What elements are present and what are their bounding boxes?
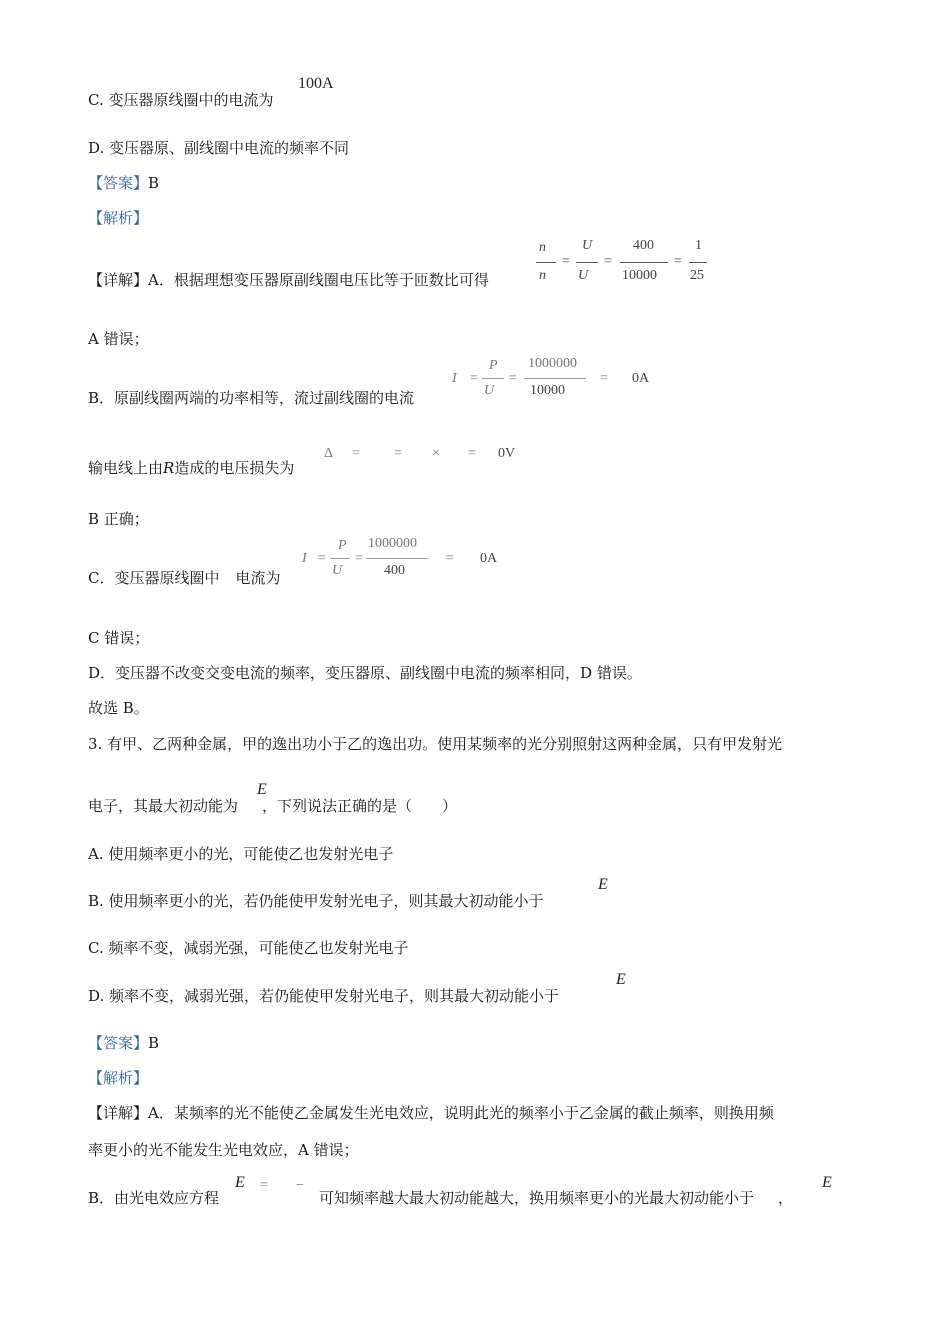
prev-option-d: D. 变压器原、副线圈中电流的频率不同: [88, 139, 350, 157]
analysis-2-tag: 【解析】: [88, 1069, 149, 1087]
i2-den: 10000: [530, 383, 565, 398]
i2-res: 0A: [632, 371, 650, 386]
q3-stem-line1: 3. 有甲、乙两种金属，甲的逸出功小于乙的逸出功。使用某频率的光分别照射这两种金属，只有甲发射光: [88, 735, 783, 753]
q3-stem-text-b: ，下列说法正确的是（ ）: [262, 797, 458, 815]
detail-2-b-ek: E: [822, 1174, 832, 1191]
c-text: [88, 567, 281, 588]
i1-sym: I: [302, 551, 307, 566]
ratio-bar-2: [576, 262, 598, 263]
ratio-eq-2: =: [604, 254, 612, 269]
choose-b: 故选 B。: [88, 699, 149, 717]
b-right: B 正确；: [88, 510, 149, 528]
loss-text-pre: 输电线上由: [88, 459, 164, 477]
q3-option-b: B. 使用频率更小的光，若仍能使甲发射光电子，则其最大初动能小于: [88, 892, 544, 910]
analysis-1: [88, 207, 148, 228]
detail-2-b-a: B．由光电效应方程: [88, 1189, 220, 1207]
loss-text: [88, 457, 294, 478]
loss-text-r: R: [163, 459, 175, 477]
du-times: ×: [432, 446, 440, 461]
du-eq: =: [352, 446, 360, 461]
b-text: B．原副线圈两端的功率相等，流过副线圈的电流: [88, 389, 415, 407]
ratio-bar-3: [620, 262, 668, 263]
i1-num: 1000000: [368, 536, 417, 551]
d-text: D．变压器不改变交变电流的频率，变压器原、副线圈中电流的频率相同，D 错误。: [88, 664, 642, 682]
detail-2-b-b: 可知频率越大最大初动能越大，换用频率更小的光最大初动能小于: [319, 1189, 755, 1207]
i2-eq3: =: [600, 371, 608, 386]
ek-eq-sym: E: [235, 1174, 245, 1191]
i2-num: 1000000: [528, 356, 577, 371]
loss-text-post: 造成的电压损失为: [174, 459, 295, 477]
i1-res: 0A: [480, 551, 498, 566]
du-eq2: =: [394, 446, 402, 461]
i1-eq: =: [318, 551, 326, 566]
detail-2-line2: 率更小的光不能发生光电效应，A 错误；: [88, 1141, 359, 1159]
i1-p: P: [338, 538, 347, 553]
ratio-400: 400: [633, 238, 654, 253]
c-wrong: C 错误；: [88, 629, 150, 647]
detail-2-text-1: A．某频率的光不能使乙金属发生光电效应，说明此光的频率小于乙金属的截止频率，则换用频: [148, 1104, 774, 1122]
ratio-n2: n: [539, 268, 546, 283]
du-delta: Δ: [324, 446, 334, 461]
i2-eq: =: [470, 371, 478, 386]
ratio-1: 1: [695, 238, 702, 253]
answer-1: [88, 172, 159, 193]
detail-2-tag: 【详解】: [88, 1104, 149, 1122]
ratio-bar-1: [536, 262, 556, 263]
q3-stem-text-a: 电子，其最大初动能为: [88, 797, 239, 815]
answer-1-value: B: [148, 174, 160, 192]
answer-2-tag: 【答案】: [88, 1034, 149, 1052]
q3-ek: E: [257, 781, 267, 798]
ek-eq-eq: =: [260, 1178, 268, 1193]
detail-2-b: [88, 1187, 793, 1208]
prev-option-c-text: C. 变压器原线圈中的电流为: [88, 91, 274, 109]
du-eq3: =: [468, 446, 476, 461]
q3-option-d-ek: E: [616, 971, 626, 988]
i1-bar-2: [366, 558, 428, 559]
ratio-bar-4: [689, 262, 707, 263]
q3-stem-line2: [88, 795, 457, 816]
q3-option-a: A. 使用频率更小的光，可能使乙也发射光电子: [88, 845, 394, 863]
i2-eq2: =: [509, 371, 517, 386]
du-res: 0V: [498, 446, 516, 461]
prev-option-c-value: 100A: [298, 75, 334, 92]
ratio-n1: n: [539, 240, 546, 255]
ratio-eq-3: =: [674, 254, 682, 269]
detail-2-b-c: ，: [778, 1189, 794, 1207]
q3-option-d: D. 频率不变，减弱光强，若仍能使甲发射光电子，则其最大初动能小于: [88, 987, 560, 1005]
detail-2-line1: [88, 1102, 774, 1123]
i2-sym: I: [452, 371, 457, 386]
ratio-25: 25: [690, 268, 704, 283]
c-text-a: C．变压器原线圈中: [88, 569, 220, 587]
answer-1-tag: 【答案】: [88, 174, 149, 192]
detail-1-tag: 【详解】: [88, 271, 149, 289]
q3-option-c: C. 频率不变，减弱光强，可能使乙也发射光电子: [88, 939, 409, 957]
analysis-2: [88, 1067, 148, 1088]
i1-bar-1: [330, 558, 350, 559]
answer-2: [88, 1032, 159, 1053]
i2-bar-1: [482, 378, 504, 379]
ek-eq-minus: −: [296, 1178, 304, 1193]
ratio-u1: U: [582, 238, 593, 253]
detail-1-text: A．根据理想变压器原副线圈电压比等于匝数比可得: [148, 271, 489, 289]
i2-p: P: [489, 358, 498, 373]
a-wrong: A 错误；: [88, 330, 149, 348]
ratio-eq-1: =: [562, 254, 570, 269]
analysis-1-tag: 【解析】: [88, 209, 149, 227]
i1-eq2: =: [355, 551, 363, 566]
detail-1-a: [88, 269, 489, 290]
i2-u: U: [484, 383, 495, 398]
ratio-u2: U: [578, 268, 589, 283]
c-text-b: 电流为: [235, 569, 281, 587]
prev-option-c: [88, 89, 273, 110]
i1-eq3: =: [446, 551, 454, 566]
ratio-10000: 10000: [622, 268, 657, 283]
i1-u: U: [332, 563, 343, 578]
i2-bar-2: [524, 378, 586, 379]
answer-2-value: B: [148, 1034, 160, 1052]
q3-option-b-ek: E: [598, 876, 608, 893]
i1-den: 400: [384, 563, 405, 578]
